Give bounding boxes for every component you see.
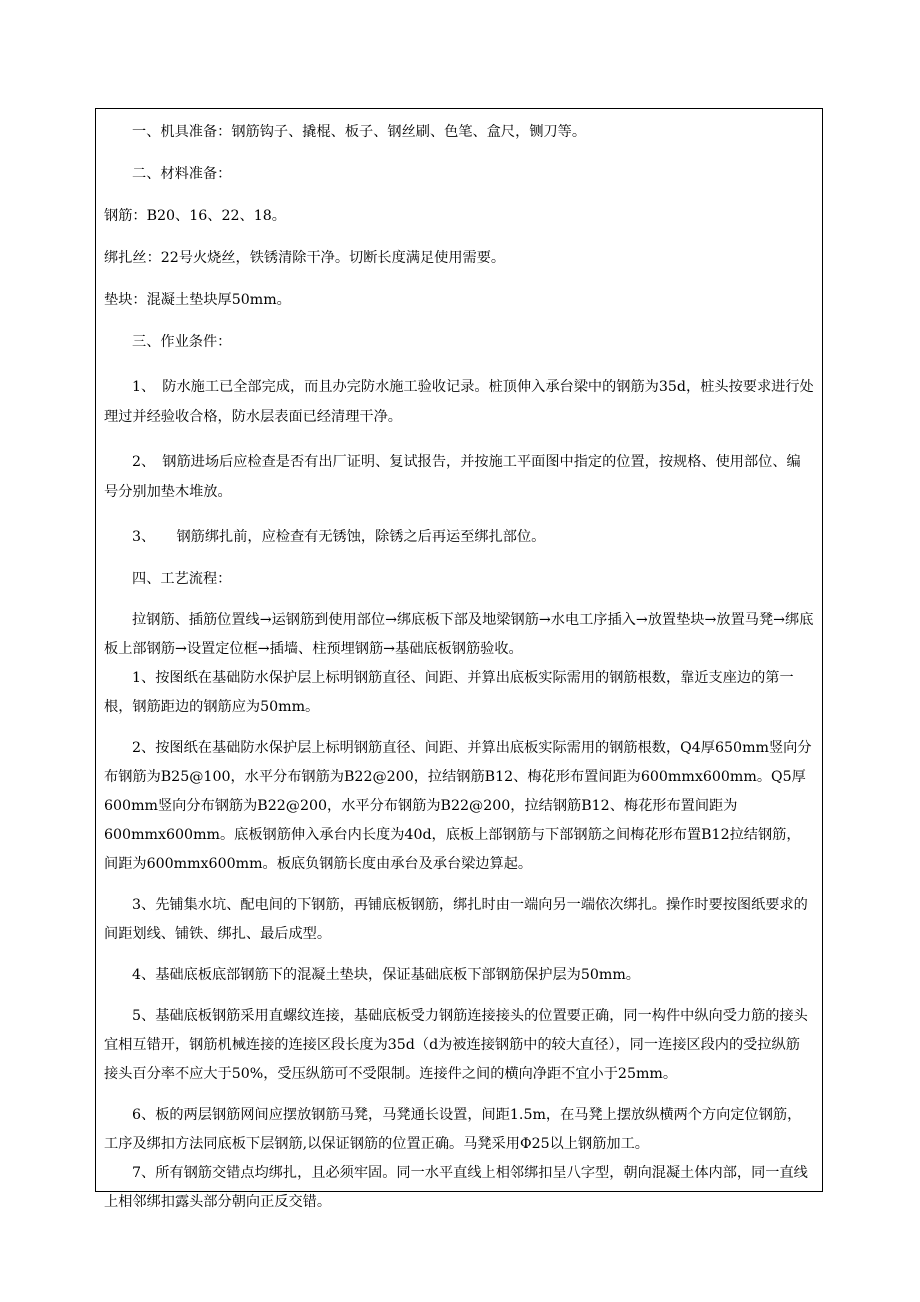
step-6: 6、板的两层钢筋网间应摆放钢筋马凳，马凳通长设置，间距1.5m，在马凳上摆放纵横两个方向定位钢筋，工序及绑扣方法同底板下层钢筋,以保证钢筋的位置正确。马凳采用Φ25以上钢筋加工。 xyxy=(104,1107,802,1152)
step-1: 1、按图纸在基础防水保护层上标明钢筋直径、间距、并算出底板实际需用的钢筋根数，靠近支座边的第一根，钢筋距边的钢筋应为50mm。 xyxy=(104,670,794,715)
document-frame xyxy=(95,108,823,1210)
step-5: 5、基础底板钢筋采用直螺纹连接，基础底板受力钢筋连接接头的位置要正确，同一构件中纵向受力筋的接头宜相互错开，钢筋机械连接的连接区段长度为35d（d为被连接钢筋中的较大直径），同一连接区段内的受拉纵筋接头百分率不应大于50%，受压纵筋可不受限制。连接件之间的横向净距不宜小于25mm。 xyxy=(104,1008,808,1082)
step-2: 2、按图纸在基础防水保护层上标明钢筋直径、间距、并算出底板实际需用的钢筋根数，Q4厚650mm竖向分布钢筋为B25@100，水平分布钢筋为B22@200，拉结钢筋B12、梅花形布置间距为600mmx600mm。Q5厚600mm竖向分布钢筋为B22@200，水平分布钢筋为B22@200，拉结钢筋B12、梅花形布置间距为600mmx600mm。底板钢筋伸入承台内长度为40d，底板上部钢筋与下部钢筋之间梅花形布置B12拉结钢筋，间距为600mmx600mm。板底负钢筋长度由承台及承台梁边算起。 xyxy=(104,740,812,872)
process-heading: 四、工艺流程： xyxy=(132,571,232,587)
materials-heading: 二、材料准备： xyxy=(132,166,232,182)
spacer-line: 垫块：混凝土垫块厚50mm。 xyxy=(104,292,291,308)
process-flow: 拉钢筋、插筋位置线→运钢筋到使用部位→绑底板下部及地梁钢筋→水电工序插入→放置垫块→放置马凳→绑底板上部钢筋→设置定位框→插墙、柱预埋钢筋→基础底板钢筋验收。 xyxy=(104,612,814,657)
conditions-heading: 三、作业条件： xyxy=(132,334,232,350)
step-7: 7、所有钢筋交错点均绑扎，且必须牢固。同一水平直线上相邻绑扣呈八字型，朝向混凝土体内部，同一直线上相邻绑扣露头部分朝向正反交错。 xyxy=(104,1165,808,1210)
condition-1: 1、 防水施工已全部完成，而且办完防水施工验收记录。桩顶伸入承台梁中的钢筋为35d，桩头按要求进行处理过并经验收合格，防水层表面已经清理干净。 xyxy=(104,379,814,425)
step-3: 3、先铺集水坑、配电间的下钢筋，再铺底板钢筋，绑扎时由一端向另一端依次绑扎。操作时要按图纸要求的间距划线、铺铁、绑扎、最后成型。 xyxy=(104,897,808,942)
condition-2: 2、 钢筋进场后应检查是否有出厂证明、复试报告，并按施工平面图中指定的位置，按规格、使用部位、编号分别加垫木堆放。 xyxy=(104,454,801,500)
condition-3: 3、 钢筋绑扎前，应检查有无锈蚀，除锈之后再运至绑扎部位。 xyxy=(132,529,546,545)
document-body xyxy=(104,117,814,1217)
rebar-line: 钢筋：B20、16、22、18。 xyxy=(104,208,286,224)
tie-wire-line: 绑扎丝：22号火烧丝，铁锈清除干净。切断长度满足使用需要。 xyxy=(104,250,506,266)
tools-paragraph: 一、机具准备：钢筋钩子、撬棍、板子、钢丝刷、色笔、盒尺，铡刀等。 xyxy=(132,124,587,140)
step-4: 4、基础底板底部钢筋下的混凝土垫块，保证基础底板下部钢筋保护层为50mm。 xyxy=(132,967,640,983)
